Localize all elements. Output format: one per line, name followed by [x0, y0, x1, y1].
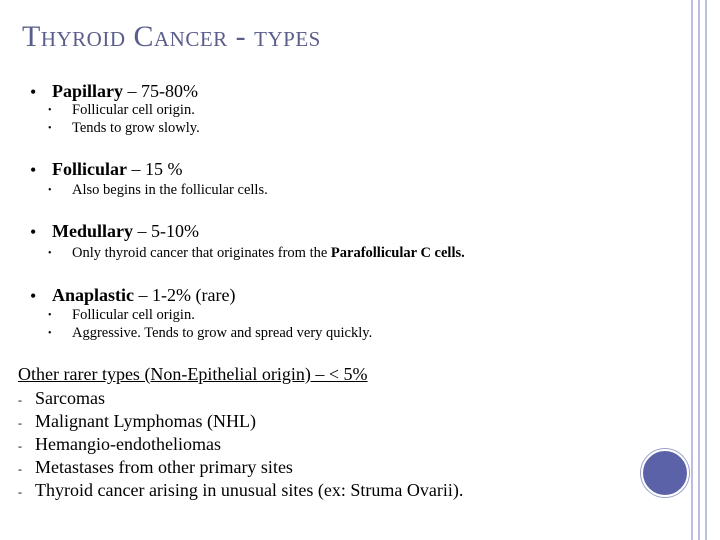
type-name: Anaplastic	[52, 285, 135, 305]
type-name: Follicular	[52, 159, 127, 179]
decorative-circle	[641, 449, 689, 497]
sub-bullet-icon: •	[48, 248, 52, 259]
type-anaplastic	[52, 285, 235, 306]
point-text: Only thyroid cancer that originates from the	[72, 245, 331, 261]
sub-bullet-icon: •	[48, 105, 52, 116]
bullet-icon: •	[30, 222, 37, 242]
type-point: Follicular cell origin.	[72, 102, 195, 118]
type-share: – 75-80%	[123, 81, 198, 101]
type-point: Follicular cell origin.	[72, 307, 195, 323]
decorative-rail	[705, 0, 707, 540]
type-share: – 15 %	[127, 159, 183, 179]
dash-bullet-icon: -	[18, 416, 22, 430]
sub-bullet-icon: •	[48, 328, 52, 339]
bullet-icon: •	[30, 286, 37, 306]
decorative-rail	[698, 0, 700, 540]
type-follicular	[52, 159, 183, 180]
type-name: Papillary	[52, 81, 123, 101]
type-share: – 1-2% (rare)	[134, 285, 236, 305]
sub-bullet-icon: •	[48, 185, 52, 196]
dash-bullet-icon: -	[18, 485, 22, 499]
decorative-rail	[691, 0, 693, 540]
sub-bullet-icon: •	[48, 310, 52, 321]
type-point: Also begins in the follicular cells.	[72, 182, 268, 198]
rarer-type-item: Malignant Lymphomas (NHL)	[35, 411, 256, 431]
dash-bullet-icon: -	[18, 393, 22, 407]
type-point: Aggressive. Tends to grow and spread very quickly.	[72, 325, 373, 341]
type-name: Medullary	[52, 221, 133, 241]
slide-title: Thyroid Cancer - types	[22, 20, 321, 53]
bullet-icon: •	[30, 160, 37, 180]
dash-bullet-icon: -	[18, 439, 22, 453]
type-point	[72, 245, 465, 262]
sub-bullet-icon: •	[48, 123, 52, 134]
type-papillary	[52, 81, 198, 102]
type-share: – 5-10%	[133, 221, 199, 241]
rarer-type-item: Metastases from other primary sites	[35, 457, 293, 477]
rarer-type-item: Sarcomas	[35, 388, 105, 408]
dash-bullet-icon: -	[18, 462, 22, 476]
bullet-icon: •	[30, 82, 37, 102]
rarer-type-item: Hemangio-endotheliomas	[35, 434, 221, 454]
type-point: Tends to grow slowly.	[72, 120, 200, 136]
rarer-type-item: Thyroid cancer arising in unusual sites (ex: Struma Ovarii).	[35, 480, 464, 500]
other-types-heading: Other rarer types (Non-Epithelial origin) – < 5%	[18, 364, 368, 384]
point-bold-text: Parafollicular C cells.	[330, 245, 465, 261]
type-medullary	[52, 221, 199, 242]
